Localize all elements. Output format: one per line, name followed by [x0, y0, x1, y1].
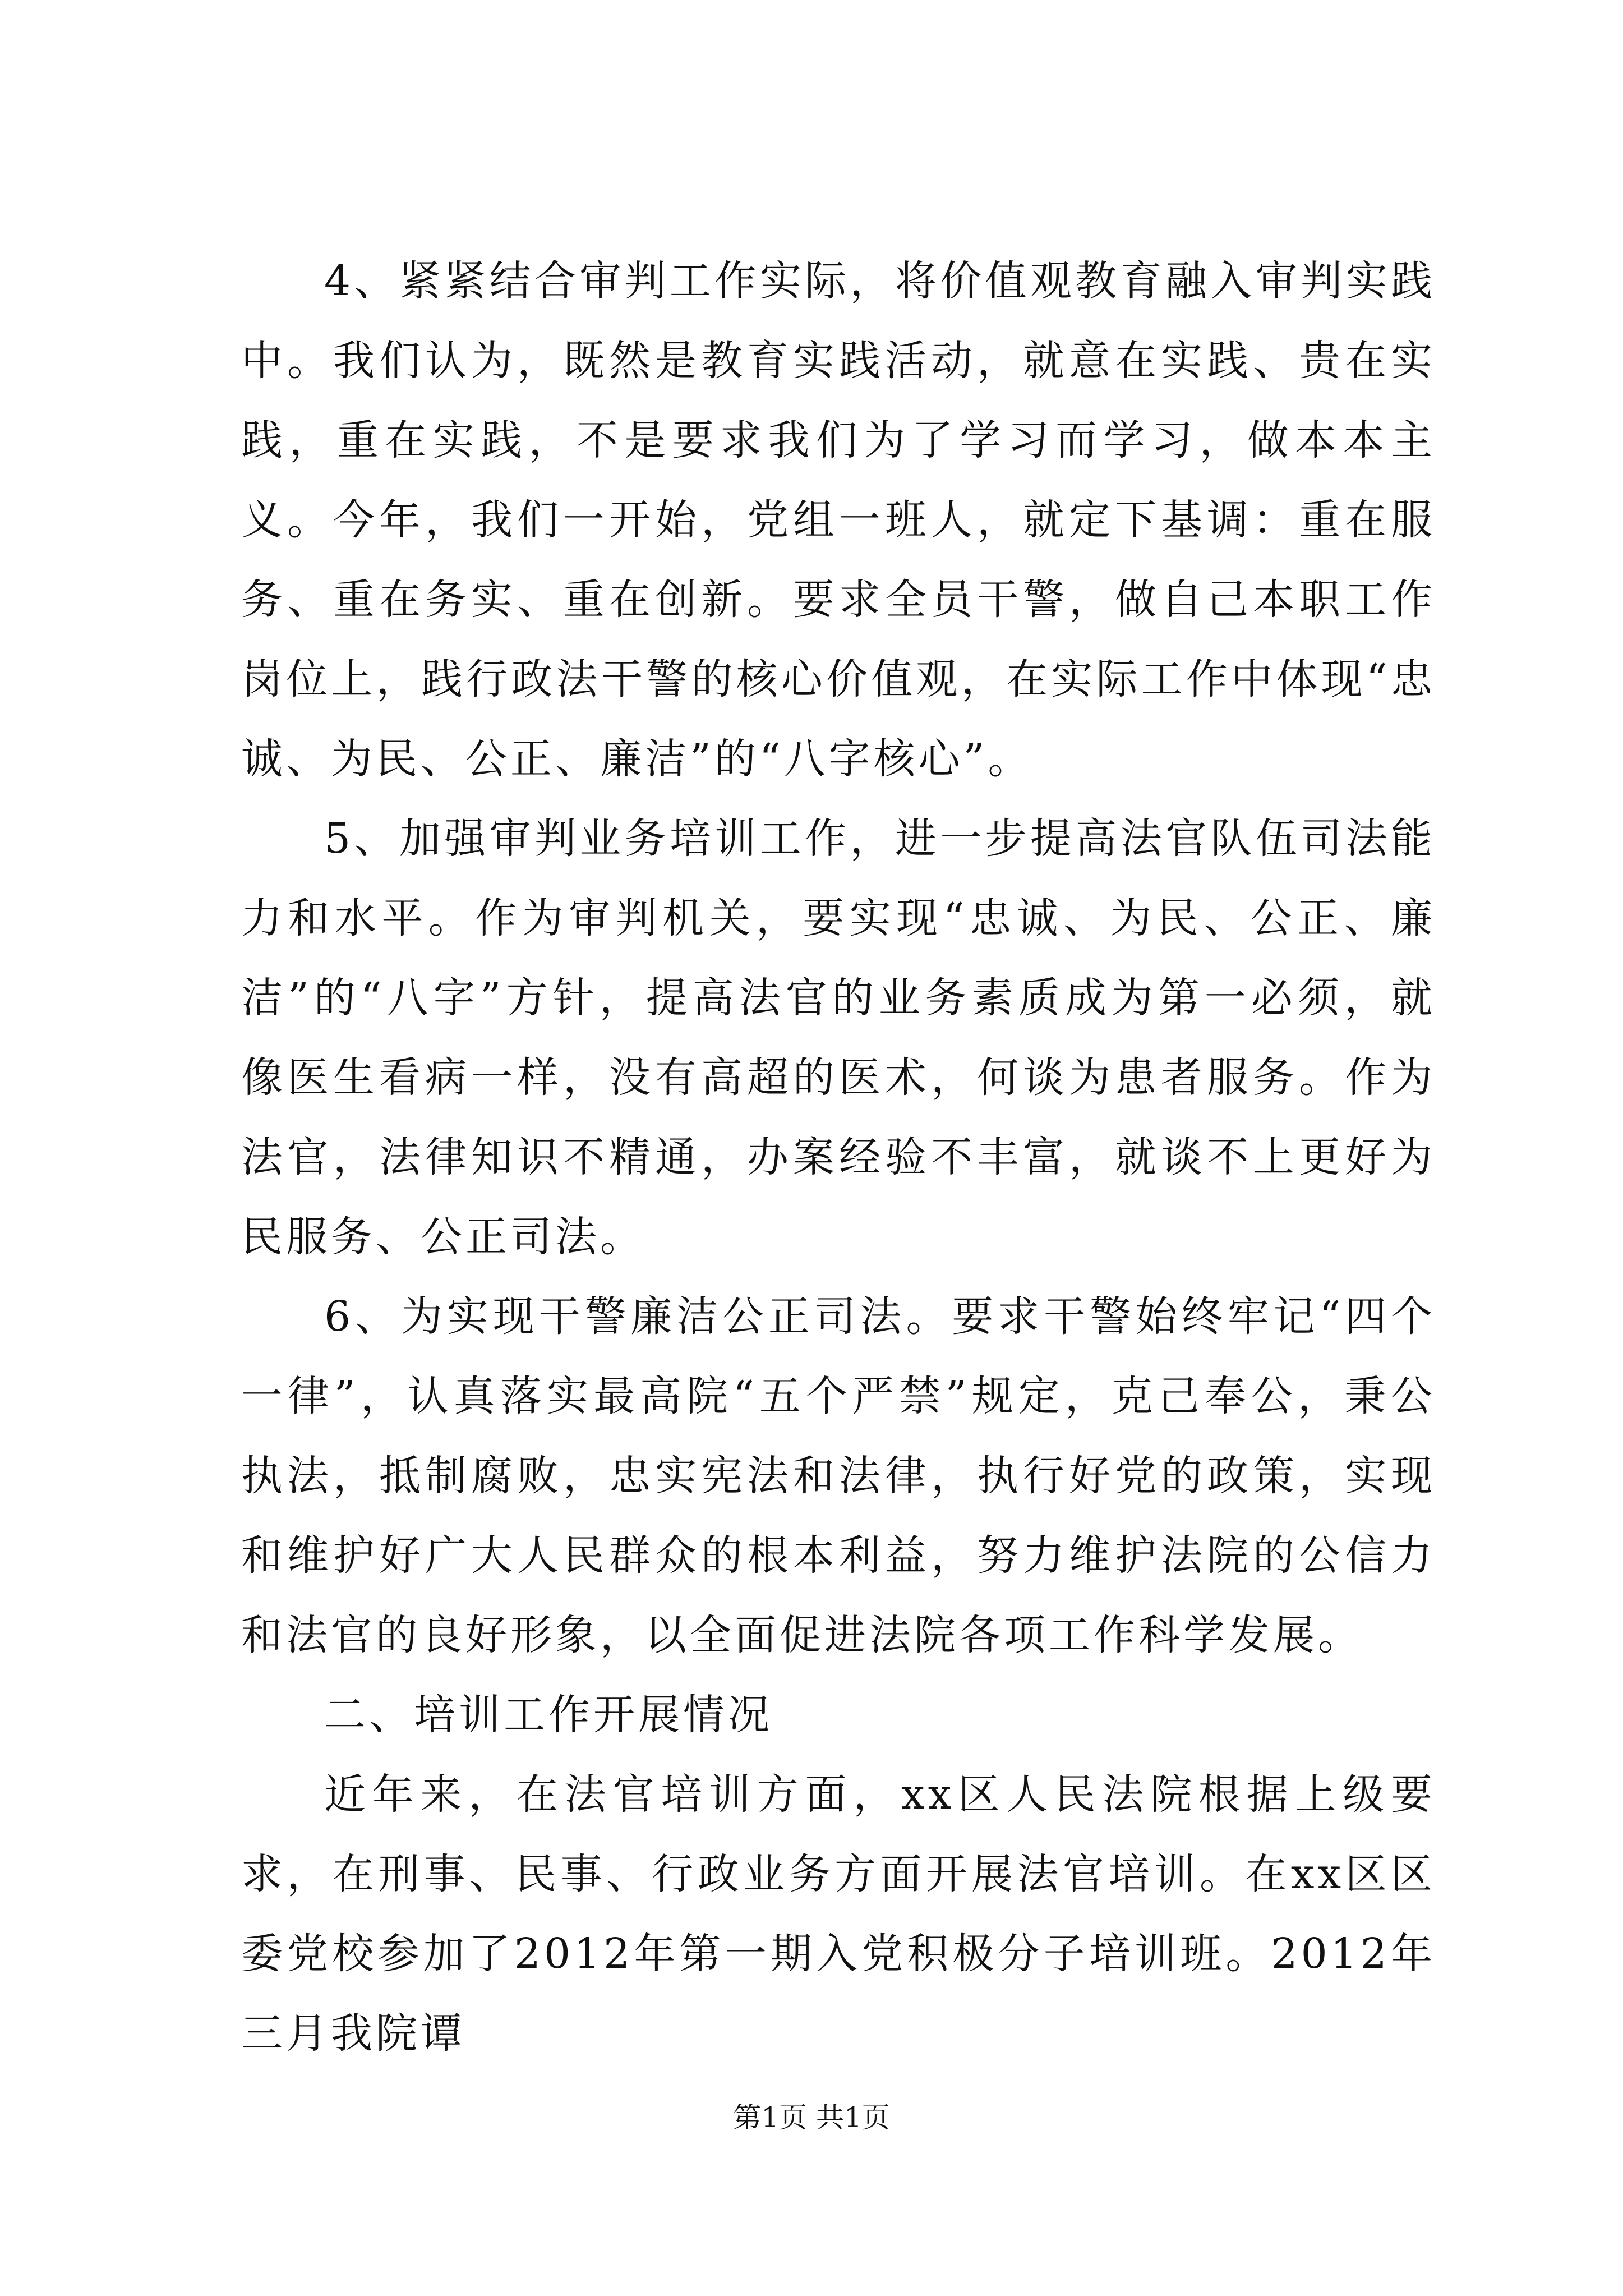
page-footer: 第1页 共1页	[733, 2101, 890, 2134]
paragraph-training: 近年来，在法官培训方面，xx区人民法院根据上级要求，在刑事、民事、行政业务方面开展法官培训。在xx区区委党校参加了2012年第一期入党积极分子培训班。2012年三月我院谭	[241, 1770, 1436, 2058]
paragraph-item-6: 6、为实现干警廉洁公正司法。要求干警始终牢记“四个一律”，认真落实最高院“五个严禁”规定，克己奉公，秉公执法，抵制腐败，忠实宪法和法律，执行好党的政策，实现和维护好广大人民群众的根本利益，努力维护法院的公信力和法官的良好形象，以全面促进法院各项工作科学发展。	[241, 1292, 1436, 1659]
document-body	[241, 241, 1436, 2073]
section-heading: 二、培训工作开展情况	[324, 1691, 773, 1739]
paragraph-item-5: 5、加强审判业务培训工作，进一步提高法官队伍司法能力和水平。作为审判机关，要实现“忠诚、为民、公正、廉洁”的“八字”方针，提高法官的业务素质成为第一必须，就像医生看病一样，没有高超的医术，何谈为患者服务。作为法官，法律知识不精通，办案经验不丰富，就谈不上更好为民服务、公正司法。	[241, 815, 1436, 1261]
paragraph-item-4: 4、紧紧结合审判工作实际，将价值观教育融入审判实践中。我们认为，既然是教育实践活动，就意在实践、贵在实践，重在实践，不是要求我们为了学习而学习，做本本主义。今年，我们一开始，党组一班人，就定下基调：重在服务、重在务实、重在创新。要求全员干警，做自己本职工作岗位上，践行政法干警的核心价值观，在实际工作中体现“忠诚、为民、公正、廉洁”的“八字核心”。	[241, 257, 1436, 783]
